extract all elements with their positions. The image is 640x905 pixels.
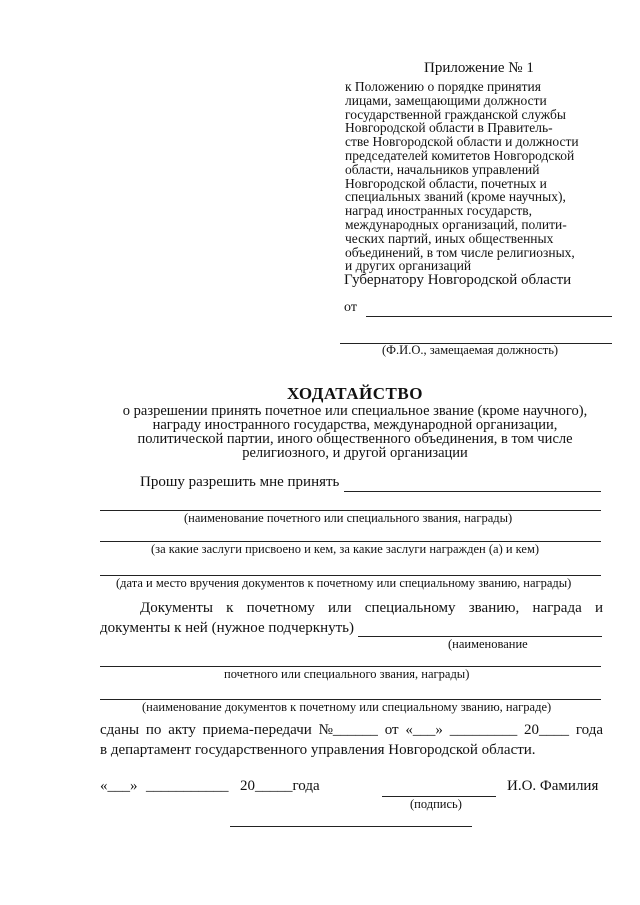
appendix-line: стве Новгородской области и должности bbox=[345, 134, 579, 150]
name-caption-part1: (наименование bbox=[448, 637, 528, 651]
award-name-caption: (наименование почетного или специального звания, награды) bbox=[184, 511, 513, 525]
appendix-line: Новгородской области в Правитель- bbox=[345, 120, 553, 136]
word: награда bbox=[532, 600, 582, 616]
month-field[interactable]: _________ bbox=[449, 722, 518, 738]
documents-text-line2: документы к ней (нужное подчеркнуть) bbox=[100, 620, 355, 636]
handover-line2: в департамент государственного управления Новгородской области. bbox=[100, 742, 536, 758]
appendix-line: международных организаций, полити- bbox=[345, 216, 567, 232]
word: акту bbox=[168, 722, 196, 738]
addressee: Губернатору Новгородской области bbox=[344, 272, 572, 288]
word: и bbox=[594, 600, 603, 616]
request-text: Прошу разрешить мне принять bbox=[140, 474, 340, 490]
merits-caption: (за какие заслуги присвоено и кем, за какие заслуги награжден (а) и кем) bbox=[151, 542, 540, 556]
documents-name-caption: (наименование документов к почетному или специальному званию, награде) bbox=[142, 700, 552, 714]
word: Документы bbox=[140, 600, 213, 616]
word: приема-передачи bbox=[202, 722, 312, 738]
word: от bbox=[384, 722, 399, 738]
appendix-line: государственной гражданской службы bbox=[345, 106, 566, 122]
appendix-title: Приложение № 1 bbox=[424, 60, 534, 76]
word: к bbox=[226, 600, 234, 616]
document-subtitle bbox=[90, 404, 620, 460]
appendix-line: наград иностранных государств, bbox=[345, 203, 532, 219]
appendix-line: области, начальников управлений bbox=[345, 161, 540, 177]
appendix-line: Новгородской области, почетных и bbox=[345, 175, 547, 191]
name-caption-part2: почетного или специального звания, награды) bbox=[224, 667, 470, 681]
document-title: ХОДАТАЙСТВО bbox=[287, 384, 423, 403]
word: или bbox=[328, 600, 352, 616]
appendix-description bbox=[345, 80, 595, 273]
signature-month-field[interactable]: ___________ bbox=[146, 778, 229, 794]
appendix-line: ческих партий, иных общественных bbox=[345, 230, 554, 246]
from-name-line[interactable] bbox=[366, 316, 612, 317]
subtitle-line: о разрешении принять почетное или специальное звание (кроме научного), bbox=[122, 403, 588, 419]
signature-caption: (подпись) bbox=[410, 797, 462, 811]
award-name-line[interactable] bbox=[344, 491, 601, 492]
appendix-line: специальных званий (кроме научных), bbox=[345, 189, 566, 205]
signer-name: И.О. Фамилия bbox=[507, 778, 599, 794]
documents-text-line1 bbox=[140, 600, 603, 617]
from-caption: (Ф.И.О., замещаемая должность) bbox=[382, 343, 559, 357]
subtitle-line: религиозного, и другой организации bbox=[242, 445, 468, 461]
appendix-line: лицами, замещающими должности bbox=[345, 92, 547, 108]
date-place-caption: (дата и место вручения документов к почетному или специальному званию, награды) bbox=[116, 576, 572, 590]
act-number-field[interactable]: №______ bbox=[318, 722, 378, 738]
day-field[interactable]: «___» bbox=[405, 722, 443, 738]
word: званию, bbox=[468, 600, 520, 616]
word: специальному bbox=[364, 600, 456, 616]
year-field[interactable]: 20____ bbox=[524, 722, 570, 738]
subtitle-line: награду иностранного государства, международной организации, bbox=[152, 417, 558, 433]
appendix-line: к Положению о порядке принятия bbox=[345, 79, 541, 94]
bottom-line bbox=[230, 826, 472, 827]
subtitle-line: политической партии, иного общественного объединения, в том числе bbox=[137, 431, 573, 447]
signature-day-field[interactable]: «___» bbox=[100, 778, 138, 794]
signature-year-field[interactable]: 20_____года bbox=[240, 778, 320, 794]
word: по bbox=[145, 722, 162, 738]
appendix-line: объединений, в том числе религиозных, bbox=[345, 244, 575, 260]
word: сданы bbox=[100, 722, 140, 738]
word: почетному bbox=[246, 600, 315, 616]
from-label: от bbox=[344, 300, 357, 315]
handover-line1 bbox=[100, 722, 603, 739]
appendix-line: председателей комитетов Новгородской bbox=[345, 147, 575, 163]
word: года bbox=[575, 722, 603, 738]
appendix-line: и других организаций bbox=[345, 258, 472, 274]
